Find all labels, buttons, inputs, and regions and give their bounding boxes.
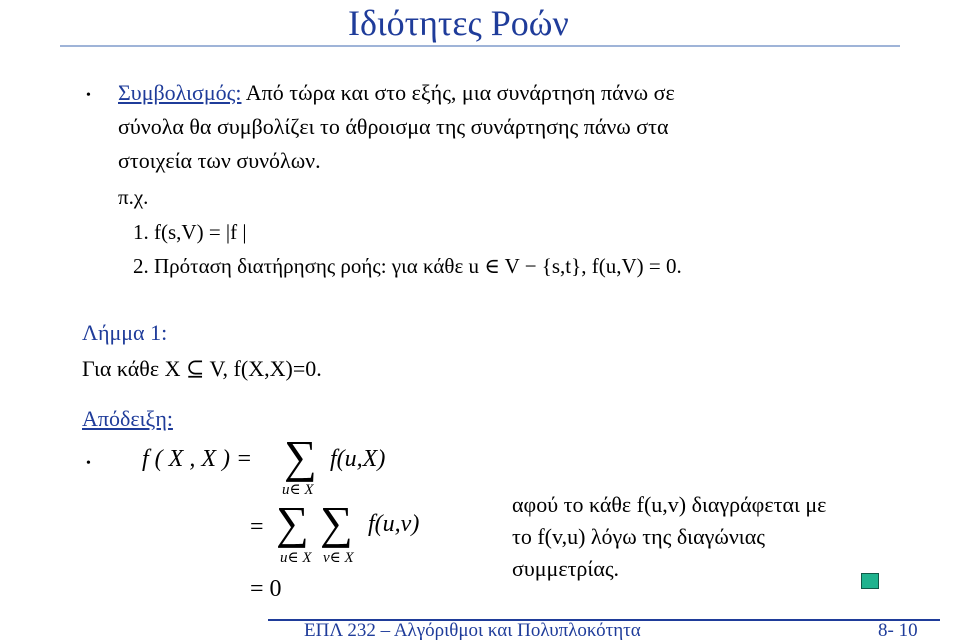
title-divider xyxy=(60,45,900,47)
example-label: π.χ. xyxy=(118,185,149,209)
example-item-1 xyxy=(133,220,247,245)
proof-title xyxy=(82,406,173,432)
explanation-line-1: αφού το κάθε f(u,v) διαγράφεται με xyxy=(512,492,827,517)
example-item-2 xyxy=(133,254,682,279)
lemma-statement: Για κάθε X ⊆ V, f(X,X)=0. xyxy=(82,356,322,381)
example-number: 2. xyxy=(133,254,149,278)
example-number: 1. xyxy=(133,220,149,244)
proof-equals: = xyxy=(250,514,264,540)
sum-subscript-2b: v∈ X xyxy=(323,550,354,566)
bullet-marker: • xyxy=(86,456,91,471)
proof-term-1: f(u,X) xyxy=(330,446,386,472)
sum-symbol: ∑ xyxy=(320,497,353,548)
lemma-title: Λήμμα 1: xyxy=(82,320,168,345)
example-text: Πρόταση διατήρησης ροής: για κάθε u ∈ V − {s,t}, f(u,V) = 0. xyxy=(154,254,682,278)
footer-course: ΕΠΛ 232 – Αλγόριθμοι και Πολυπλοκότητα xyxy=(304,620,641,641)
proof-result: = 0 xyxy=(250,576,282,602)
sum-symbol: ∑ xyxy=(276,497,309,548)
notation-line-1 xyxy=(118,80,675,106)
notation-line-3: στοιχεία των συνόλων. xyxy=(118,148,321,173)
proof-lhs: f ( X , X ) = xyxy=(142,446,253,472)
sum-symbol: ∑ xyxy=(284,431,317,482)
sum-subscript-2a: u∈ X xyxy=(280,550,312,566)
proof-title-text: Απόδειξη: xyxy=(82,406,173,431)
slide-title: Ιδιότητες Ροών xyxy=(348,3,569,43)
bullet-marker: • xyxy=(86,88,91,103)
proof-term-2: f(u,v) xyxy=(368,511,420,537)
explanation-line-2: το f(v,u) λόγω της διαγώνιας xyxy=(512,524,765,549)
sum-subscript-1: u∈ X xyxy=(282,482,314,498)
notation-line-2: σύνολα θα συμβολίζει το άθροισμα της συνάρτησης πάνω στα xyxy=(118,114,669,139)
footer-page-number: 8- 10 xyxy=(878,620,918,641)
notation-text-1: Από τώρα και στο εξής, μια συνάρτηση πάνω σε xyxy=(245,80,675,105)
notation-label: Συμβολισμός: xyxy=(118,80,242,105)
example-text: f(s,V) = |f | xyxy=(154,220,247,244)
explanation-line-3: συμμετρίας. xyxy=(512,556,620,581)
slide-marker-square xyxy=(861,573,879,589)
